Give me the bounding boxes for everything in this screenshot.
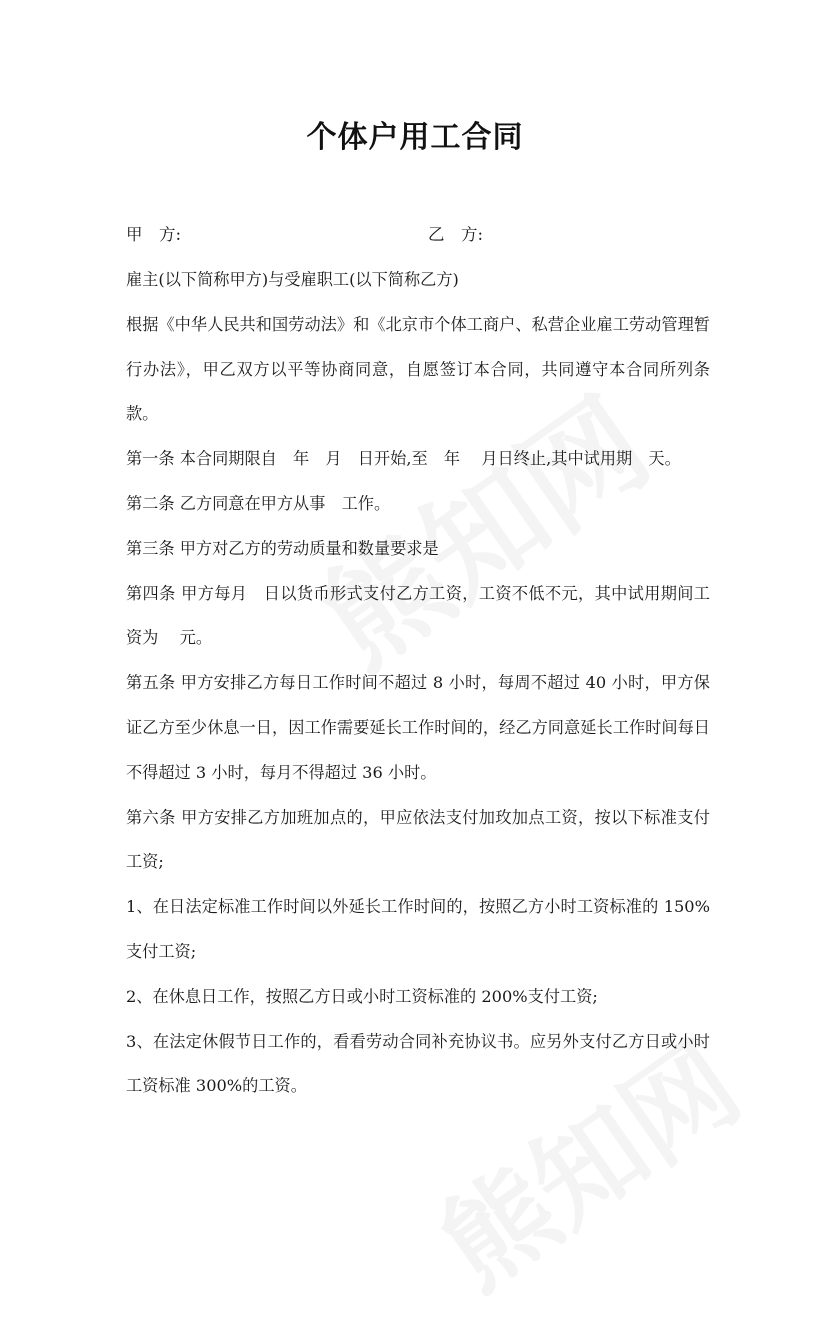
clause-1: 第一条 本合同期限自 年 月 日开始,至 年 月日终止,其中试用期 天。 bbox=[126, 449, 681, 469]
contract-body bbox=[126, 258, 710, 1109]
party-a-label: 甲 方: bbox=[126, 225, 182, 244]
clause-6: 第六条 甲方安排乙方加班加点的，甲应依法支付加玫加点工资，按以下标准支付工资; bbox=[126, 807, 710, 872]
clause-3: 第三条 甲方对乙方的劳动质量和数量要求是 bbox=[126, 538, 439, 558]
clause-4: 第四条 甲方每月 日以货币形式支付乙方工资，工资不低不元，其中试用期间工资为 元。 bbox=[126, 583, 710, 648]
intro-basis: 根据《中华人民共和国劳动法》和《北京市个体工商户、私营企业雇工劳动管理暂行办法》，甲乙双方以平等协商同意，自愿签订本合同，共同遵守本合同所列条款。 bbox=[126, 314, 710, 424]
intro-parties: 雇主(以下简称甲方)与受雇职工(以下简称乙方) bbox=[126, 270, 459, 289]
clause-6-item-3: 3、在法定休假节日工作的，看看劳动合同补充协议书。应另外支付乙方日或小时工资标准 300%的工资。 bbox=[126, 1031, 710, 1096]
clause-6-item-2: 2、在休息日工作，按照乙方日或小时工资标准的 200%支付工资; bbox=[126, 986, 598, 1006]
party-b-label: 乙 方: bbox=[428, 225, 484, 244]
clause-2: 第二条 乙方同意在甲方从事 工作。 bbox=[126, 493, 391, 513]
clause-6-item-1: 1、在日法定标准工作时间以外延长工作时间的，按照乙方小时工资标准的 150%支付工资; bbox=[126, 897, 710, 961]
parties-line bbox=[126, 221, 726, 245]
clause-5: 第五条 甲方安排乙方每日工作时间不超过 8 小时，每周不超过 40 小时，甲方保证乙方至少休息一日，因工作需要延长工作时间的，经乙方同意延长工作时间每日不得超过 3 小时，每月不得超过 36 小时。 bbox=[126, 673, 710, 782]
page-title: 个体户用工合同 bbox=[306, 120, 524, 155]
